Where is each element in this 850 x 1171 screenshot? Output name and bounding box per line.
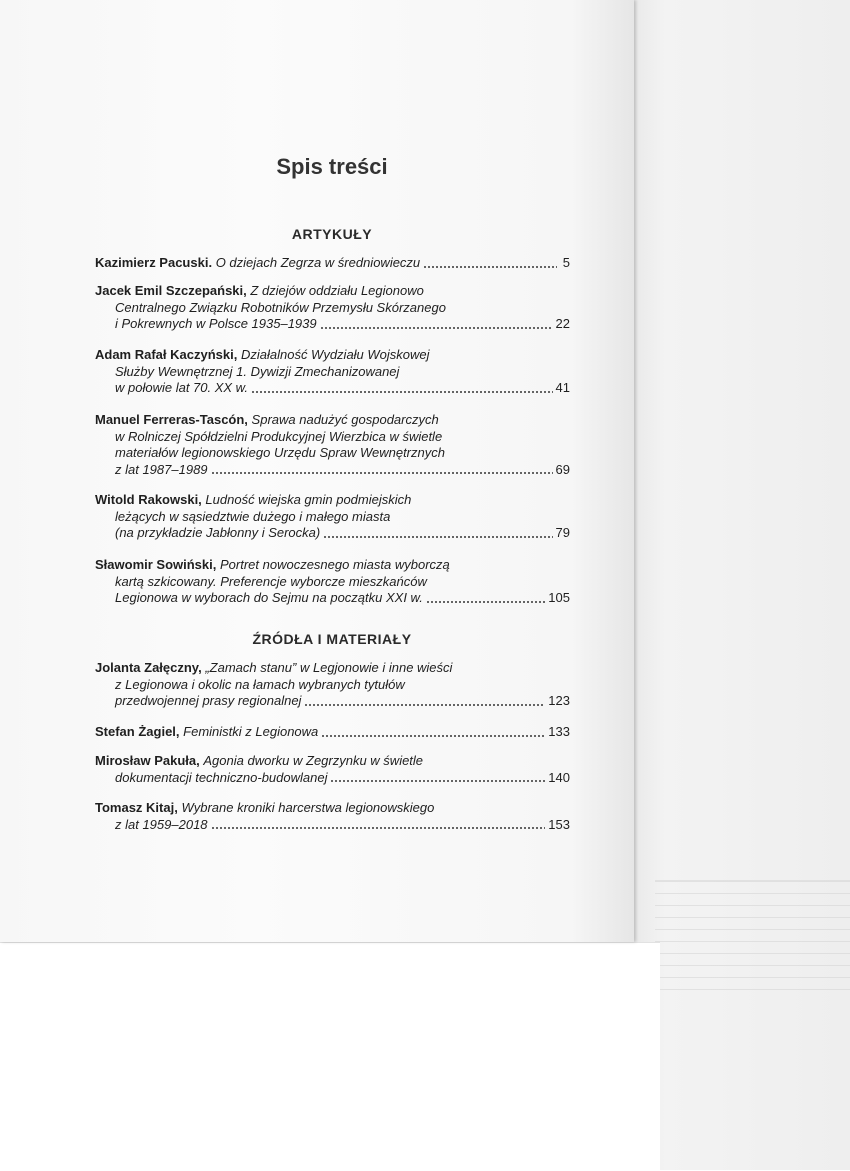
leader-dots	[320, 327, 553, 329]
leader-dots	[330, 780, 545, 782]
entry-page: 41	[555, 380, 570, 395]
entry-title-line: Legionowa w wyborach do Sejmu na początku XXI w.	[115, 590, 423, 605]
entry-page: 69	[555, 461, 570, 477]
entry-author: Stefan Żagiel,	[95, 724, 180, 739]
page-title: Spis treści	[276, 154, 388, 179]
entry-title-line: Wybrane kroniki harcerstwa legionowskiego	[181, 800, 435, 815]
entry-author: Jacek Emil Szczepański,	[95, 283, 247, 298]
entry-author: Adam Rafał Kaczyński,	[95, 347, 238, 362]
leader-dots	[211, 827, 546, 829]
entry-page: 22	[555, 316, 570, 331]
section-heading-sources: ŹRÓDŁA I MATERIAŁY	[252, 631, 412, 647]
entry-title-line: Z dziejów oddziału Legionowo	[250, 283, 424, 298]
entry-title-line: „Zamach stanu” w Legjonowie i inne wieści	[205, 660, 453, 675]
toc-entry	[95, 660, 570, 710]
entry-author: Tomasz Kitaj,	[95, 800, 178, 815]
entry-page: 140	[548, 769, 570, 785]
entry-title-line: Feministki z Legionowa	[183, 724, 319, 739]
leader-dots	[211, 472, 553, 474]
leader-dots	[323, 536, 552, 538]
entry-title-line: z lat 1959–2018	[115, 816, 208, 832]
toc-entry	[95, 412, 570, 478]
entry-author: Jolanta Załęczny,	[95, 660, 202, 675]
leader-dots	[423, 266, 557, 268]
entry-author: Kazimierz Pacuski.	[95, 255, 213, 270]
entry-page: 5	[562, 255, 570, 270]
entry-author: Sławomir Sowiński,	[95, 557, 217, 572]
entry-title-line: w Rolniczej Spółdzielni Produkcyjnej Wierzbica w świetle	[115, 428, 443, 444]
entry-title-line: kartą szkicowany. Preferencje wyborcze mieszkańców	[115, 573, 427, 589]
entry-title-line: Portret nowoczesnego miasta wyborczą	[220, 557, 450, 572]
leader-dots	[304, 704, 545, 706]
toc-entry	[95, 283, 570, 333]
toc-entry	[95, 255, 570, 272]
entry-page: 133	[548, 724, 570, 739]
entry-page: 105	[548, 590, 570, 605]
entry-title-line: Centralnego Związku Robotników Przemysłu Skórzanego	[115, 299, 446, 315]
entry-page: 79	[555, 525, 570, 540]
entry-page: 153	[548, 816, 570, 832]
entry-title-line: O dziejach Zegrza w średniowieczu	[215, 255, 421, 270]
show-through-table	[655, 880, 850, 1001]
entry-title-line: materiałów legionowskiego Urzędu Spraw Wewnętrznych	[115, 445, 445, 460]
underlying-sheet	[0, 942, 660, 1171]
entry-title-line: w połowie lat 70. XX w.	[115, 380, 248, 395]
leader-dots	[251, 391, 553, 393]
entry-title-line: (na przykładzie Jabłonny i Serocka)	[115, 525, 321, 540]
toc-entry	[95, 347, 570, 397]
entry-title-line: i Pokrewnych w Polsce 1935–1939	[115, 316, 317, 331]
entry-title-line: leżących w sąsiedztwie dużego i małego miasta	[115, 508, 391, 524]
entry-title-line: Agonia dworku w Zegrzynku w świetle	[203, 753, 424, 768]
entry-author: Manuel Ferreras-Tascón,	[95, 412, 248, 427]
entry-page: 123	[548, 693, 570, 708]
toc-entry	[95, 557, 570, 607]
entry-title-line: z Legionowa i okolic na łamach wybranych tytułów	[115, 676, 405, 692]
entry-author: Witold Rakowski,	[95, 492, 202, 507]
leader-dots	[321, 735, 545, 737]
entry-title-line: dokumentacji techniczno-budowlanej	[115, 769, 328, 785]
toc-entry	[95, 800, 570, 833]
entry-title-line: Ludność wiejska gmin podmiejskich	[205, 492, 412, 507]
toc-entry	[95, 753, 570, 786]
entry-title-line: Sprawa nadużyć gospodarczych	[251, 412, 439, 427]
entry-title-line: Służby Wewnętrznej 1. Dywizji Zmechanizowanej	[115, 363, 400, 379]
entry-author: Mirosław Pakuła,	[95, 753, 200, 768]
entry-title-line: Działalność Wydziału Wojskowej	[240, 347, 430, 362]
leader-dots	[426, 601, 545, 603]
entry-title-line: z lat 1987–1989	[115, 461, 208, 477]
toc-entry	[95, 724, 570, 741]
entry-title-line: przedwojennej prasy regionalnej	[115, 693, 302, 708]
toc-entry	[95, 492, 570, 542]
section-heading-articles: ARTYKUŁY	[291, 226, 373, 242]
